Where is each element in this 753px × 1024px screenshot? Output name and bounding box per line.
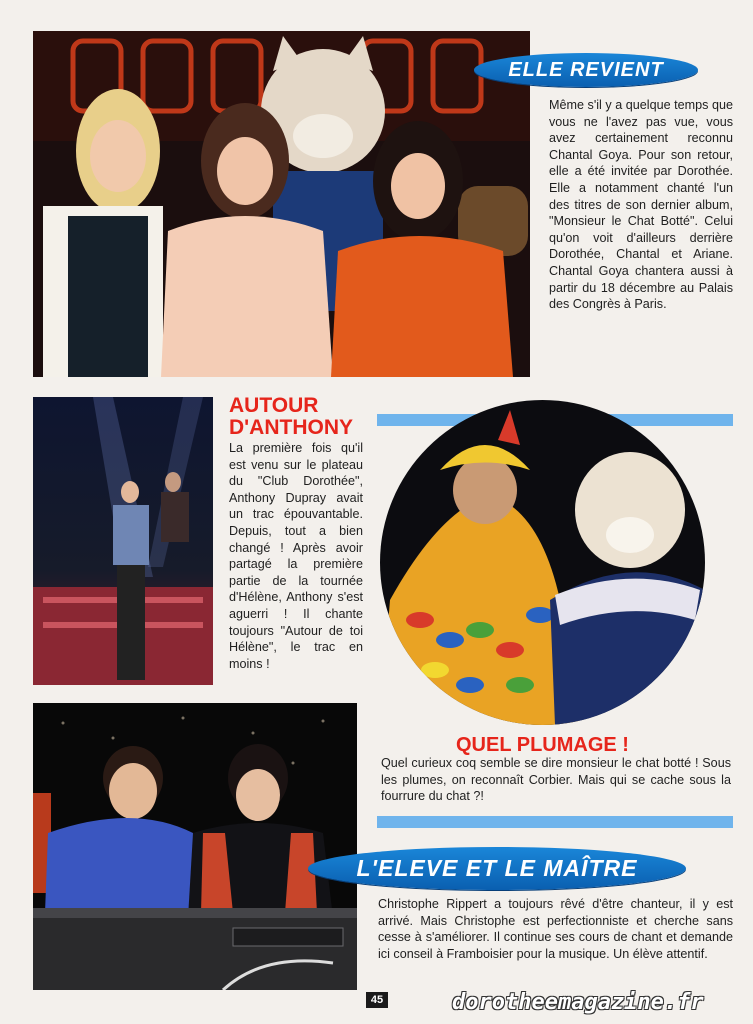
photo-rooster-cat-round [380,400,705,725]
quel-plumage-text: Quel curieux coq semble se dire monsieur le chat botté ! Sous les plumes, on reconnaît Corbier. Mais qui se cache sous la fourrure du chat ?! [381,756,731,804]
heading-elle-revient: ELLE REVIENT [474,53,698,87]
photo-anthony-stage [33,397,213,685]
heading-eleve-maitre: L'ELEVE ET LE MAÎTRE [308,847,686,890]
autour-anthony-text: La première fois qu'il est venu sur le plateau du "Club Dorothée", Anthony Dupray avait un trac épouvantable. Depuis, tout a bien changé ! Après avoir partagé la première partie de la tournée d'Hélène, Anthony s'est aguerri ! Il chante toujours "Autour de toi Hélène", le trac en moins ! [229,441,363,671]
watermark-site: dorotheemagazine.fr [452,990,704,1015]
elle-revient-text: Même s'il y a quelque temps que vous ne l'avez pas vue, vous avez certainement reconnu Chantal Goya. Pour son retour, elle a été invitée par Dorothée. Elle a notamment chanté l'un des titres de son dernier album, "Monsieur le Chat Botté". Celui qu'on voit d'ailleurs derrière Dorothée, Chantal et Ariane. Chantal Goya chantera aussi à partir du 18 décembre au Palais des Congrès à Paris. [549,98,733,312]
heading-autour-anthony [229,395,353,439]
page-number: 45 [366,992,388,1008]
divider-bar-bottom [377,816,733,828]
photo-dorothee-chantal-ariane [33,31,530,377]
eleve-maitre-text: Christophe Rippert a toujours rêvé d'être chanteur, il y est arrivé. Mais Christophe est perfectionniste et cherche sans cesse à s'améliorer. Il continue ses cours de chant et demande ici conseil à Framboisier pour la musique. Un élève attentif. [378,897,733,961]
photo-piano-lesson [33,703,357,990]
heading-autour-line1: AUTOUR [229,394,319,417]
heading-quel-plumage: QUEL PLUMAGE ! [456,734,629,756]
heading-autour-line2: D'ANTHONY [229,416,353,439]
